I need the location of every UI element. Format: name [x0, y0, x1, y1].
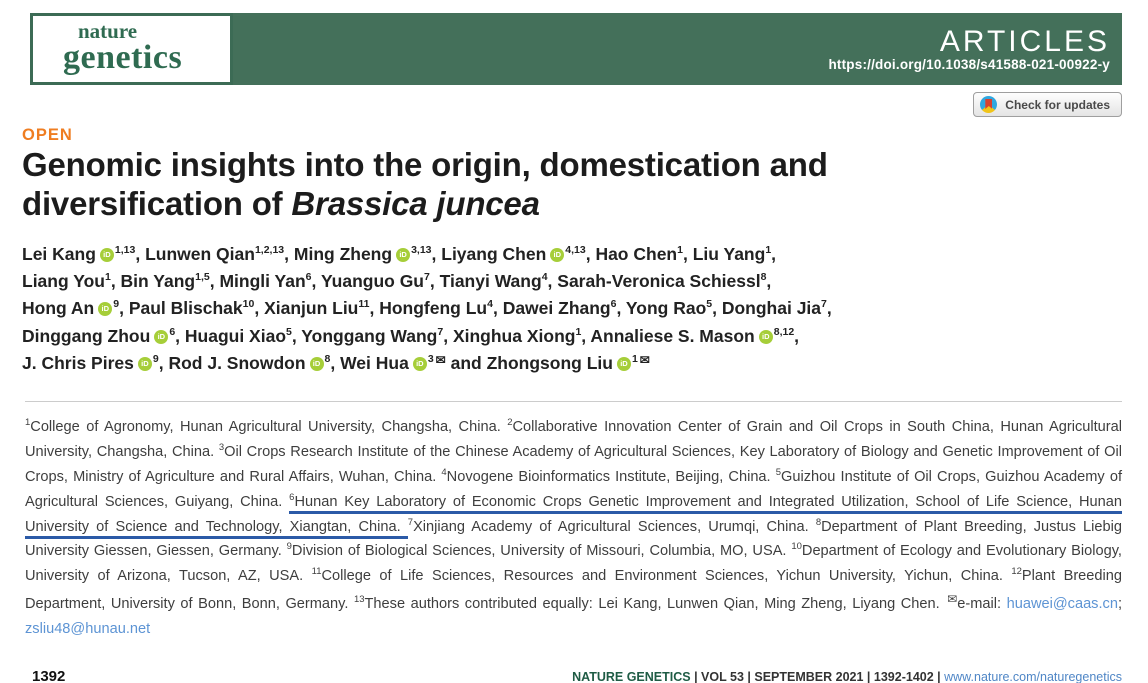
header-band [233, 13, 1122, 85]
affiliation-sup: 9 [286, 541, 292, 553]
author-affiliation-sup: 5 [706, 298, 713, 311]
author-name: Hong An [22, 298, 95, 319]
affiliation-segment: $^1$College of Agronomy, Hunan Agricultural University, Changsha, China. [25, 417, 508, 436]
affiliation-sup: 4 [441, 467, 447, 479]
author-separator: , [794, 325, 800, 346]
orcid-icon[interactable]: iD [310, 357, 324, 371]
corresponding-email-icon[interactable]: ✉ [435, 353, 446, 368]
author-name: Annaliese S. Mason [590, 325, 755, 346]
affiliation-segment: $^9$Division of Biological Sciences, University of Missouri, Columbia, MO, USA. [286, 541, 792, 560]
affiliation-sup: 13 [353, 594, 365, 606]
author-name: Zhongsong Liu [486, 353, 613, 374]
author-name: Sarah-Veronica Schiessl [557, 271, 761, 292]
affiliation-segment: $^3$Oil Crops Research Institute of the Chinese Academy of Agricultural Sciences, Key Laboratory of Biology and Genetic Improvement of Oil Crops, Ministry of Agriculture and Rural Affairs, Wuhan, China. [25, 442, 1122, 485]
author-name: Lunwen Qian [145, 243, 255, 264]
author-separator: , [712, 298, 722, 319]
author-separator: , [110, 271, 121, 292]
author-separator: , [766, 271, 772, 292]
affiliation-segment: $^{12}$Plant Breeding Department, University of Bonn, Bonn, Germany. [25, 566, 1123, 612]
author-affiliation-sup: 10 [242, 298, 255, 311]
author-separator: , [616, 298, 626, 319]
author-separator: , [682, 243, 693, 264]
author-affiliation-sup: 7 [424, 271, 430, 284]
corresponding-email-icon[interactable]: ✉ [639, 353, 650, 368]
affiliation-segment: $^4$Novogene Bioinformatics Institute, Beijing, China. [441, 467, 776, 485]
orcid-icon[interactable]: iD [138, 357, 152, 371]
author-affiliation-sup: 6 [169, 325, 176, 338]
orcid-icon[interactable]: iD [759, 330, 773, 344]
affiliation-segment: $^8$Department of Plant Breeding, Justus Liebig University Giessen, Giessen, Germany. [25, 516, 1123, 560]
author-name: Liang You [22, 271, 105, 292]
footer-issue-date: SEPTEMBER 2021 [754, 669, 864, 683]
author-affiliation-sup: 6 [610, 298, 617, 311]
author-name: J. Chris Pires [22, 353, 134, 374]
orcid-icon[interactable]: iD [396, 248, 410, 262]
author-name: Yonggang Wang [301, 325, 438, 346]
author-separator: , [826, 298, 832, 319]
author-affiliation-sup: 1,13 [114, 244, 136, 257]
affiliation-sup: 8 [815, 516, 822, 528]
author-separator: , [581, 325, 591, 346]
journal-logo [30, 13, 233, 85]
affiliation-sup: 5 [775, 467, 782, 479]
affiliation-sup: 2 [507, 417, 513, 429]
affiliation-sup: 12 [1011, 566, 1022, 578]
author-name: Paul Blischak [128, 298, 243, 319]
footer-page-range: 1392-1402 [873, 669, 934, 683]
affiliation-sup: 3 [218, 442, 225, 454]
author-affiliation-sup: 1 [631, 353, 638, 366]
affiliation-sup: 11 [311, 566, 322, 578]
page-number: 1392 [32, 667, 66, 683]
affiliation-segment: $^2$Collaborative Innovation Center of Grain and Oil Crops in South China, Hunan Agricultural University, Changsha, China. [25, 417, 1123, 461]
author-name: Liu Yang [692, 243, 766, 264]
author-separator: , [547, 271, 558, 292]
article-title [22, 146, 1007, 224]
email-separator: ; [1117, 595, 1123, 612]
orcid-icon[interactable]: iD [617, 357, 631, 371]
affiliations-block [25, 401, 1122, 641]
author-separator: , [119, 298, 129, 319]
affiliation-segment: $^5$Guizhou Institute of Oil Crops, Guizhou Academy of Agricultural Sciences, Guiyang, China. [25, 467, 1122, 510]
open-access-label: OPEN [22, 126, 73, 144]
author-name: Mingli Yan [219, 271, 306, 292]
footer-separator: | [863, 669, 874, 683]
footer-journal-name: NATURE GENETICS [572, 669, 691, 683]
article-title-text: Genomic insights into the origin, domestication and diversification of [22, 146, 828, 222]
author-affiliation-sup: 4 [487, 298, 493, 311]
author-affiliation-sup: 5 [286, 325, 292, 338]
author-affiliation-sup: 8,12 [773, 325, 795, 338]
crossmark-icon [980, 96, 997, 113]
author-name: Xinghua Xiong [452, 325, 576, 346]
author-name: Rod J. Snowdon [168, 353, 306, 374]
affiliation-segment: $^{11}$College of Life Sciences, Resources and Environment Sciences, Yichun University, Yichun, China. [311, 566, 1012, 585]
masthead [30, 13, 1122, 85]
author-separator: , [431, 243, 442, 264]
orcid-icon[interactable]: iD [413, 357, 427, 371]
author-name: Bin Yang [120, 271, 196, 292]
affiliation-sup: 7 [407, 516, 414, 528]
author-name: Yuanguo Gu [320, 271, 424, 292]
author-separator: , [492, 298, 503, 319]
author-name: Lei Kang [22, 243, 96, 264]
footer-separator: | [743, 669, 755, 683]
author-affiliation-sup: 1,2,13 [254, 244, 285, 257]
author-affiliation-sup: 1 [765, 244, 772, 257]
author-name: Wei Hua [340, 353, 409, 374]
author-affiliation-sup: 1 [575, 325, 582, 338]
author-affiliation-sup: 11 [358, 298, 370, 311]
orcid-icon[interactable]: iD [98, 302, 112, 316]
author-separator: , [771, 243, 777, 264]
affiliation-segment: $^{10}$Department of Ecology and Evolutionary Biology, University of Arizona, Tucson, AZ, USA. [25, 541, 1122, 585]
page [0, 13, 1148, 683]
footer-volume: VOL 53 [701, 669, 744, 683]
journal-logo-nature: nature [78, 19, 138, 44]
author-affiliation-sup: 3,13 [411, 244, 432, 257]
author-separator: , [369, 298, 380, 319]
author-name: Hao Chen [595, 243, 678, 264]
author-separator: , [585, 243, 596, 264]
footer-separator: | [933, 669, 945, 683]
affiliation-sup: 6 [289, 491, 295, 503]
affiliation-segment-annotated: $^6$Hunan Key Laboratory of Economic Crops Genetic Improvement and Integrated Utilization, School of Life Science, Hunan University of Science and Technology, Xiangtan, China. [25, 494, 1122, 539]
author-affiliation-sup: 1 [104, 271, 111, 284]
article-title-species-italic: Brassica juncea [291, 184, 540, 222]
affiliation-sup: 10 [791, 541, 802, 553]
author-name: Hongfeng Lu [379, 298, 488, 319]
author-affiliation-sup: 9 [152, 353, 159, 366]
author-separator: , [443, 325, 453, 346]
check-for-updates-label: Check for updates [1005, 97, 1110, 112]
email-label: e-mail: [957, 595, 1007, 612]
email-icon: ✉ [947, 591, 958, 606]
author-affiliation-sup: 4 [541, 271, 548, 284]
journal-logo-genetics: genetics [63, 38, 183, 76]
author-separator: and [445, 353, 487, 374]
author-affiliation-sup: 1,5 [195, 271, 210, 284]
contact-email-link[interactable]: zsliu48@hunau.net [25, 620, 151, 637]
author-name: Yong Rao [625, 298, 707, 319]
affiliation-sup: 1 [25, 417, 31, 429]
author-affiliation-sup: 7 [437, 325, 444, 338]
check-for-updates-badge[interactable] [973, 92, 1122, 117]
author-name: Ming Zheng [293, 243, 393, 264]
author-affiliation-sup: 8 [760, 271, 767, 284]
author-separator: , [284, 243, 294, 264]
author-affiliation-sup: 6 [305, 271, 312, 284]
footer-url-link[interactable]: www.nature.com/naturegenetics [944, 669, 1122, 683]
author-affiliation-sup: 3 [427, 353, 434, 366]
author-name: Huagui Xiao [184, 325, 287, 346]
author-list [22, 241, 1122, 377]
author-affiliation-sup: 1 [677, 244, 683, 257]
footer-citation [572, 670, 1122, 683]
author-affiliation-sup: 9 [113, 298, 120, 311]
author-affiliation-sup: 4,13 [565, 244, 586, 257]
author-name: Dinggang Zhou [22, 325, 151, 346]
author-separator: , [158, 353, 169, 374]
author-affiliation-sup: 7 [821, 298, 827, 311]
author-name: Dawei Zhang [502, 298, 611, 319]
orcid-icon[interactable]: iD [550, 248, 564, 262]
badge-row [0, 92, 1122, 117]
author-name: Liyang Chen [441, 243, 547, 264]
affiliation-segment: $^{13}$These authors contributed equally: Lei Kang, Lunwen Qian, Ming Zheng, Liyang Chen. [353, 594, 946, 612]
author-separator: , [429, 271, 440, 292]
author-name: Xianjun Liu [264, 298, 359, 319]
orcid-icon[interactable]: iD [100, 248, 114, 262]
author-separator: , [291, 325, 302, 346]
contact-email-link[interactable]: huawei@caas.cn [1006, 595, 1118, 612]
author-name: Tianyi Wang [439, 271, 542, 292]
author-separator: , [254, 298, 265, 319]
author-affiliation-sup: 8 [324, 353, 331, 366]
author-separator: , [175, 325, 185, 346]
orcid-icon[interactable]: iD [154, 330, 168, 344]
author-name: Donghai Jia [721, 298, 822, 319]
footer [32, 668, 1122, 683]
affiliation-segment: $^7$Xinjiang Academy of Agricultural Sciences, Urumqi, China. [407, 516, 816, 535]
author-separator: , [135, 243, 146, 264]
author-separator: , [330, 353, 341, 374]
author-separator: , [209, 271, 220, 292]
author-separator: , [311, 271, 321, 292]
footer-separator: | [690, 669, 702, 683]
doi-link[interactable]: https://doi.org/10.1038/s41588-021-00922-y [828, 57, 1110, 73]
section-label: ARTICLES [939, 24, 1110, 58]
